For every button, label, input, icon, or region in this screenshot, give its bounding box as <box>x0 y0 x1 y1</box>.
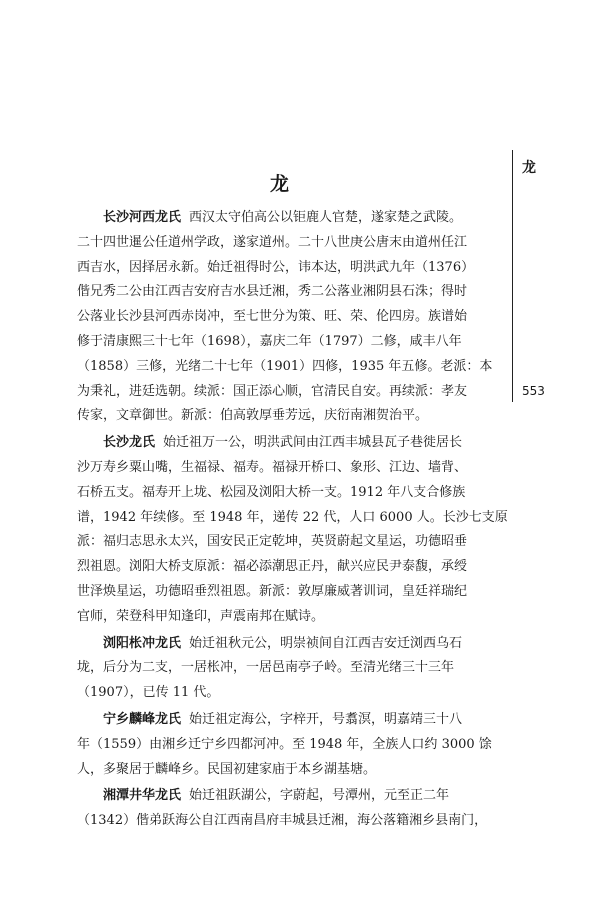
entry-line: 二十四世暹公任道州学政，遂家道州。二十八世庚公唐末由道州任江 <box>77 234 468 250</box>
entry-heading: 长沙龙氏 <box>103 435 156 451</box>
entry-line: 官师，荣登科甲知逢印，声震南邦在赋诗。 <box>77 608 325 624</box>
running-head-character: 龙 <box>522 160 536 176</box>
entry-line: 西吉水，因择居永新。始迁祖得时公，讳本达，明洪武九年（1376） <box>77 259 475 275</box>
entry-text: 西汉太守伯高公以钜鹿人官楚，遂家楚之武陵。 <box>189 210 463 225</box>
entry-line: 世泽焕星运，功德昭垂烈祖恩。新派：敦厚廉威著训词，皇廷祥瑞纪 <box>77 583 468 599</box>
entry-changsha <box>77 431 510 629</box>
entry-changsha-hexi <box>77 206 510 429</box>
entry-heading: 浏阳枨冲龙氏 <box>103 635 182 651</box>
entry-line <box>77 632 510 657</box>
entry-heading: 宁乡麟峰龙氏 <box>103 711 182 727</box>
entry-line: 修于清康熙三十七年（1698），嘉庆二年（1797）二修，咸丰八年 <box>77 333 462 349</box>
entry-line: （1342）偕弟跃海公自江西南昌府丰城县迁湘，海公落籍湘乡县南门， <box>77 813 488 829</box>
content-body <box>77 206 510 836</box>
entry-line: 石桥五支。福寿开上垅、松园及浏阳大桥一支。1912 年八支合修族 <box>77 484 466 500</box>
entry-line: 沙万寿乡粟山嘴，生福禄、福寿。福禄开桥口、象形、江边、墙背、 <box>77 459 468 475</box>
entry-liuyang-chengchong <box>77 632 510 706</box>
entry-text: 始迁祖秋元公，明崇祯间自江西吉安迁浏西乌石 <box>189 635 463 651</box>
margin-rule <box>512 150 513 402</box>
page-title: 龙 <box>270 173 290 195</box>
page-number: 553 <box>522 384 545 398</box>
entry-line <box>77 431 510 456</box>
entry-line <box>77 708 510 733</box>
entry-heading: 湘潭井华龙氏 <box>103 788 182 804</box>
entry-line: 年（1559）由湘乡迁宁乡四都河冲。至 1948 年，全族人口约 3000 馀 <box>77 736 492 752</box>
entry-text: 始迁祖跃湖公，字蔚起，号潭州，元至正二年 <box>189 788 450 804</box>
entry-line: 谱，1942 年续修。至 1948 年，递传 22 代，人口 6000 人。长沙七支原 <box>77 509 508 525</box>
entry-line: （1858）三修，光绪二十七年（1901）四修，1935 年五修。老派：本 <box>77 358 493 374</box>
entry-line: 烈祖恩。浏阳大桥支原派：福必添潮思正丹，献兴应民尹泰馥，承绶 <box>77 559 468 575</box>
entry-xiangtan-jinghua <box>77 784 510 834</box>
entry-heading: 长沙河西龙氏 <box>103 210 182 225</box>
entry-line: 派：福归志思永太兴，国安民正定乾坤，英贤蔚起文星运，功德昭垂 <box>77 534 468 550</box>
entry-line: （1907），已传 11 代。 <box>77 685 220 701</box>
entry-line: 传家，文章御世。新派：伯高敦厚垂芳远，庆衍南湘贺治平。 <box>77 408 429 424</box>
entry-ningxiang-linfeng <box>77 708 510 782</box>
entry-line <box>77 206 510 231</box>
entry-line: 公落业长沙县河西赤岗冲，至七世分为策、旺、荣、伦四房。族谱始 <box>77 309 468 325</box>
entry-line: 人，多聚居于麟峰乡。民国初建家庙于本乡湖基塘。 <box>77 761 377 777</box>
entry-line: 垅，后分为二支，一居枨冲，一居邑南亭子岭。至清光绪三十三年 <box>77 660 455 676</box>
entry-line: 为秉礼，进廷选朝。续派：国正添心顺，官清民自安。再续派：孝友 <box>77 383 468 399</box>
entry-line <box>77 784 510 809</box>
entry-line: 偕兄秀二公由江西吉安府吉水县迁湘，秀二公落业湘阴县石洙；得时 <box>77 284 468 300</box>
entry-text: 始迁祖定海公，字梓开，号翥溟，明嘉靖三十八 <box>189 711 463 727</box>
entry-text: 始迁祖万一公，明洪武间由江西丰城县瓦子巷徙居长 <box>163 435 463 451</box>
